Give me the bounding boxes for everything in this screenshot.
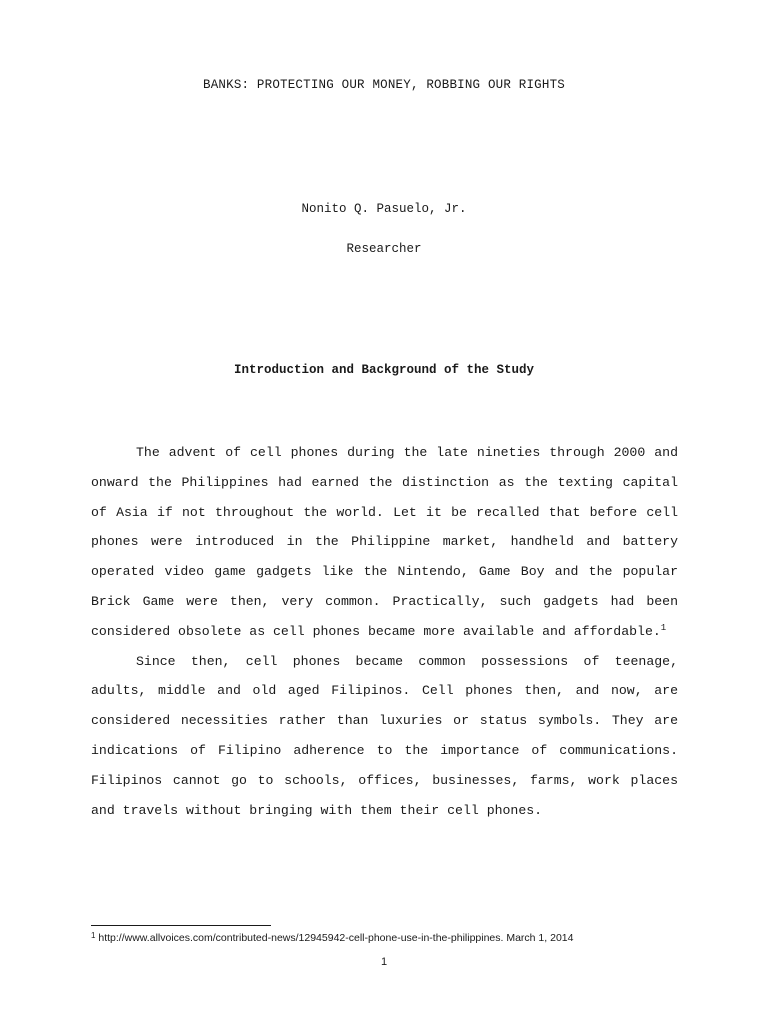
- paragraph-2-text: Since then, cell phones became common possessions of teenage, adults, middle and old aged Filipinos. Cell phones then, and now, are considered necessities rather than luxuries or status symbols. They are indications of Filipino adherence to the importance of communications. Filipinos cannot go to schools, offices, businesses, farms, work places and travels without bringing with them their cell phones.: [91, 653, 678, 818]
- author-role: Researcher: [346, 242, 422, 256]
- footnote: [91, 932, 691, 944]
- footnote-reference: 1: [660, 622, 667, 633]
- footnote-text: http://www.allvoices.com/contributed-news/12945942-cell-phone-use-in-the-philippines. March 1, 2014: [98, 932, 574, 944]
- footnote-separator: [91, 925, 271, 926]
- section-heading: Introduction and Background of the Study: [233, 363, 535, 377]
- paragraph-1-text: The advent of cell phones during the late nineties through 2000 and onward the Philippines had earned the distinction as the texting capital of Asia if not throughout the world. Let it be recalled that before cell phones were introduced in the Philippine market, handheld and battery operated video game gadgets like the Nintendo, Game Boy and the popular Brick Game were then, very common. Practically, such gadgets had been considered obsolete as cell phones became more available and affordable.: [91, 445, 678, 639]
- page-number: 1: [380, 956, 388, 968]
- body-text: [91, 438, 678, 825]
- document-title: BANKS: PROTECTING OUR MONEY, ROBBING OUR RIGHTS: [203, 78, 565, 92]
- footnote-marker: 1: [91, 931, 96, 940]
- paragraph-1: [91, 438, 678, 647]
- author-name: Nonito Q. Pasuelo, Jr.: [301, 202, 467, 216]
- paragraph-2: [91, 647, 678, 826]
